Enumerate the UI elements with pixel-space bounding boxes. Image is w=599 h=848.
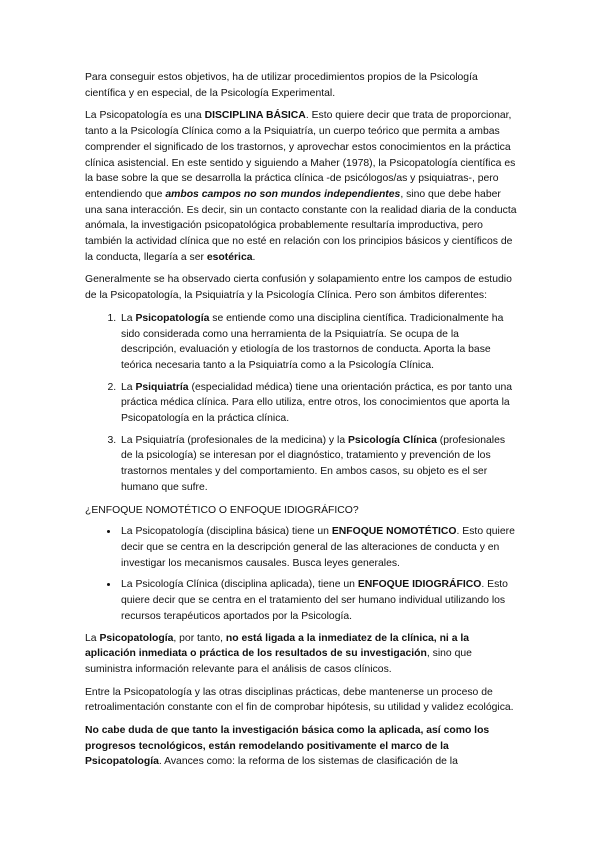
section-question-heading: ¿ENFOQUE NOMOTÉTICO O ENFOQUE IDIOGRÁFICO? bbox=[85, 504, 359, 516]
paragraph-basic-discipline: La Psicopatología es una DISCIPLINA BÁSICA. Esto quiere decir que trata de proporcionar, tanto a la Psicología Clínica como a la Psiquiatría, un cuerpo teórico que permita a ambas comprender el significado de los trastornos, y aprovechar estos conocimientos en la práctica clínica asistencial. En este sentido y siguiendo a Maher (1978), la Psicopatología científica es la base sobre la que se desarrolla la práctica clínica -de psicólogos/as y psiquiatras-, pero entendiendo que ambos campos no son mundos independientes, sino que debe haber una sana interacción. Es decir, sin un contacto constante con la realidad diaria de la conducta anómala, la investigación psicopatológica probablemente resultaría improductiva, pero también la actividad clínica que no esté en relación con los principios básicos y científicos de la conducta, llegaría a ser esotérica. bbox=[85, 110, 517, 263]
list-item: 2. La Psiquiatría (especialidad médica) tiene una orientación práctica, es por tanto una práctica médica clínica. Para ello utiliza, entre otros, los conocimientos que aporta la Psicopatología en la práctica clínica. bbox=[119, 380, 517, 427]
fields-numbered-list bbox=[85, 311, 517, 496]
list-item: 3. La Psiquiatría (profesionales de la medicina) y la Psicología Clínica (profesionales de la psicología) se interesan por el diagnóstico, tratamiento y prevención de los trastornos mentales y del comportamiento. En ambos casos, su objeto es el ser humano que sufre. bbox=[119, 433, 517, 496]
paragraph-feedback: Entre la Psicopatología y las otras disciplinas prácticas, debe mantenerse un proceso de retroalimentación constante con el fin de comprobar hipótesis, su utilidad y validez ecológica. bbox=[85, 686, 514, 714]
list-item: • La Psicopatología (disciplina básica) tiene un ENFOQUE NOMOTÉTICO. Esto quiere decir que se centra en la descripción general de las alteraciones de conducta y en investigar los mecanismos causales. Busca leyes generales. bbox=[119, 524, 517, 571]
paragraph-objectives: Para conseguir estos objetivos, ha de utilizar procedimientos propios de la Psicología científica y en especial, de la Psicología Experimental. bbox=[85, 72, 478, 99]
paragraph-confusion: Generalmente se ha observado cierta confusión y solapamiento entre los campos de estudio de la Psicopatología, la Psiquiatría y la Psicología Clínica. Pero son ámbitos diferentes: bbox=[85, 274, 512, 302]
paragraph-advances: No cabe duda de que tanto la investigación básica como la aplicada, así como los progresos tecnológicos, están remodelando positivamente el marco de la Psicopatología. Avances como: la reforma de los sistemas de clasificación de la bbox=[85, 725, 490, 768]
paragraph-therefore: La Psicopatología, por tanto, no está ligada a la inmediatez de la clínica, ni a la aplicación inmediata o práctica de los resultados de su investigación, sino que suministra información relevante para el análisis de casos clínicos. bbox=[85, 632, 472, 675]
list-item: • La Psicología Clínica (disciplina aplicada), tiene un ENFOQUE IDIOGRÁFICO. Esto quiere decir que se centra en el tratamiento del ser humano individual utilizando los recursos terapéuticos aportados por la Psicología. bbox=[119, 577, 517, 624]
document-page bbox=[85, 70, 517, 777]
list-item: 1. La Psicopatología se entiende como una disciplina científica. Tradicionalmente ha sido considerada como una herramienta de la Psiquiatría. Se ocupa de la descripción, evaluación y etiología de los trastornos de conducta. Aporta la base teórica necesaria tanto a la Psiquiatría como a la Psicología Clínica. bbox=[119, 311, 517, 374]
approach-bullet-list bbox=[85, 524, 517, 624]
